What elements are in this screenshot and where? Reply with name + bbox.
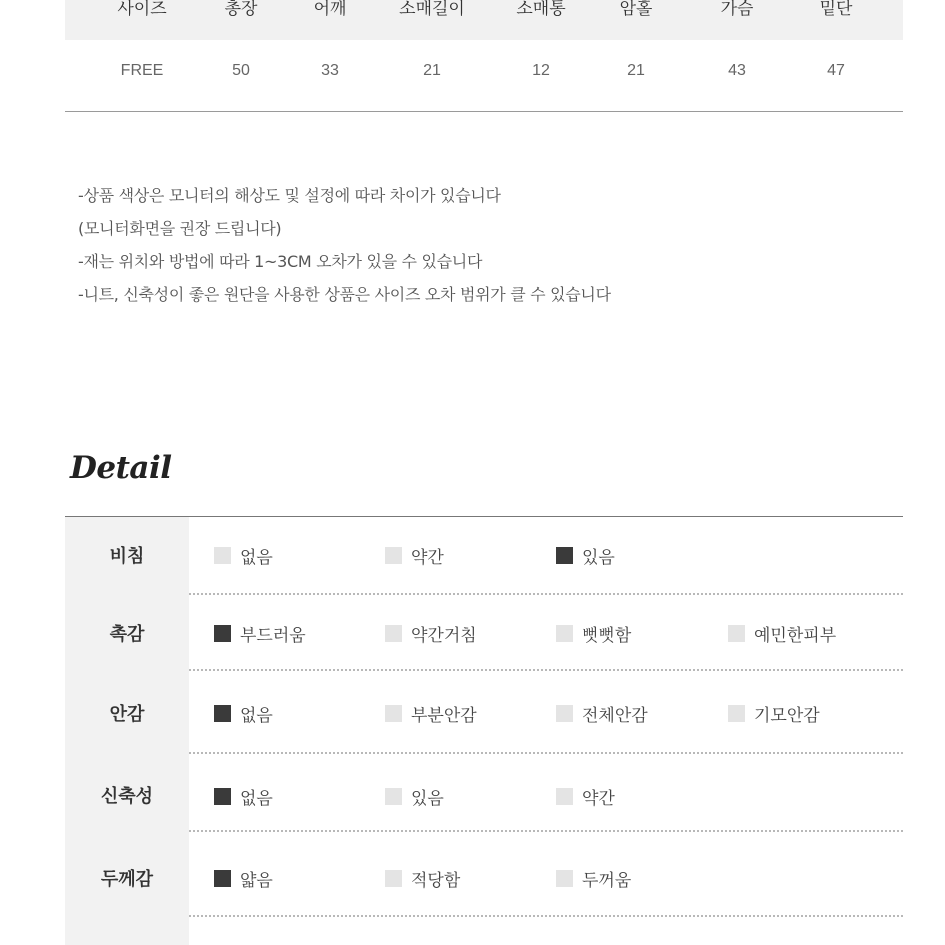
detail-row-transparency xyxy=(65,517,903,595)
option[interactable] xyxy=(385,701,477,726)
option[interactable] xyxy=(556,701,648,726)
option-label: 얇음 xyxy=(240,871,273,891)
note-line: -재는 위치와 방법에 따라 1~3CM 오차가 있을 수 있습니다 xyxy=(78,252,483,271)
option[interactable] xyxy=(214,784,273,809)
header-cell-sleeve-width: 소매통 xyxy=(516,0,566,19)
detail-row-thickness xyxy=(65,832,903,918)
detail-title: Detail xyxy=(70,450,172,486)
size-table-header xyxy=(65,0,903,40)
option-label: 약간 xyxy=(582,789,615,809)
checkbox-icon[interactable] xyxy=(556,625,573,642)
detail-row-lining xyxy=(65,671,903,754)
row-label: 비침 xyxy=(109,546,145,567)
option-label: 약간 xyxy=(411,548,444,568)
detail-row-texture xyxy=(65,595,903,671)
checkbox-icon[interactable] xyxy=(214,547,231,564)
checkbox-icon[interactable] xyxy=(556,547,573,564)
option-label: 두꺼움 xyxy=(582,871,632,891)
header-cell-armhole: 암홀 xyxy=(619,0,653,19)
option[interactable] xyxy=(728,701,820,726)
option[interactable] xyxy=(728,621,836,646)
table-cell: 12 xyxy=(532,62,550,79)
checkbox-icon[interactable] xyxy=(385,870,402,887)
note-line: -상품 색상은 모니터의 해상도 및 설정에 따라 차이가 있습니다 xyxy=(78,186,501,205)
row-label: 촉감 xyxy=(109,624,145,645)
checkbox-icon[interactable] xyxy=(214,870,231,887)
row-label: 두께감 xyxy=(100,869,154,890)
option-label: 전체안감 xyxy=(582,706,648,726)
checkbox-icon[interactable] xyxy=(385,705,402,722)
table-cell: 50 xyxy=(232,62,250,79)
option-label: 있음 xyxy=(582,548,615,568)
checkbox-icon[interactable] xyxy=(728,625,745,642)
table-cell: FREE xyxy=(120,62,164,79)
option-label: 없음 xyxy=(240,548,273,568)
detail-row-elasticity xyxy=(65,754,903,832)
note-line: (모니터화면을 권장 드립니다) xyxy=(78,219,282,238)
checkbox-icon[interactable] xyxy=(385,625,402,642)
table-row xyxy=(65,40,903,111)
checkbox-icon[interactable] xyxy=(214,788,231,805)
checkbox-icon[interactable] xyxy=(385,547,402,564)
row-label: 안감 xyxy=(109,704,145,725)
option-label: 기모안감 xyxy=(754,706,820,726)
table-cell: 21 xyxy=(627,62,645,79)
option[interactable] xyxy=(385,784,444,809)
row-label: 신축성 xyxy=(100,786,154,807)
checkbox-icon[interactable] xyxy=(385,788,402,805)
checkbox-icon[interactable] xyxy=(214,625,231,642)
option[interactable] xyxy=(385,543,444,568)
header-cell-hem: 밑단 xyxy=(819,0,853,19)
size-table xyxy=(65,0,903,112)
table-cell: 47 xyxy=(827,62,845,79)
table-cell: 33 xyxy=(321,62,339,79)
option[interactable] xyxy=(556,543,615,568)
checkbox-icon[interactable] xyxy=(728,705,745,722)
option-label: 있음 xyxy=(411,789,444,809)
header-cell-chest: 가슴 xyxy=(720,0,754,19)
table-cell: 43 xyxy=(728,62,746,79)
option-label: 예민한피부 xyxy=(754,626,837,646)
checkbox-icon[interactable] xyxy=(556,788,573,805)
notes xyxy=(78,182,611,314)
option[interactable] xyxy=(214,543,273,568)
note-line: -니트, 신축성이 좋은 원단을 사용한 상품은 사이즈 오차 범위가 클 수 있습니다 xyxy=(78,285,611,304)
dotted-divider xyxy=(189,915,903,917)
checkbox-icon[interactable] xyxy=(556,705,573,722)
detail-table xyxy=(65,516,903,945)
option[interactable] xyxy=(385,621,477,646)
option-label: 없음 xyxy=(240,789,273,809)
checkbox-icon[interactable] xyxy=(556,870,573,887)
header-cell-shoulder: 어깨 xyxy=(313,0,347,19)
option-label: 부분안감 xyxy=(411,706,477,726)
option[interactable] xyxy=(385,866,460,891)
option-label: 적당함 xyxy=(411,871,461,891)
option[interactable] xyxy=(556,866,631,891)
table-cell: 21 xyxy=(423,62,441,79)
option-label: 뻣뻣함 xyxy=(582,626,632,646)
option-label: 약간거침 xyxy=(411,626,477,646)
header-cell-size: 사이즈 xyxy=(117,0,167,19)
option-label: 부드러움 xyxy=(240,626,306,646)
option[interactable] xyxy=(556,621,631,646)
header-cell-length: 총장 xyxy=(224,0,258,19)
option[interactable] xyxy=(556,784,615,809)
header-cell-sleeve-length: 소매길이 xyxy=(399,0,465,19)
option[interactable] xyxy=(214,701,273,726)
option[interactable] xyxy=(214,866,273,891)
checkbox-icon[interactable] xyxy=(214,705,231,722)
option-label: 없음 xyxy=(240,706,273,726)
option[interactable] xyxy=(214,621,306,646)
